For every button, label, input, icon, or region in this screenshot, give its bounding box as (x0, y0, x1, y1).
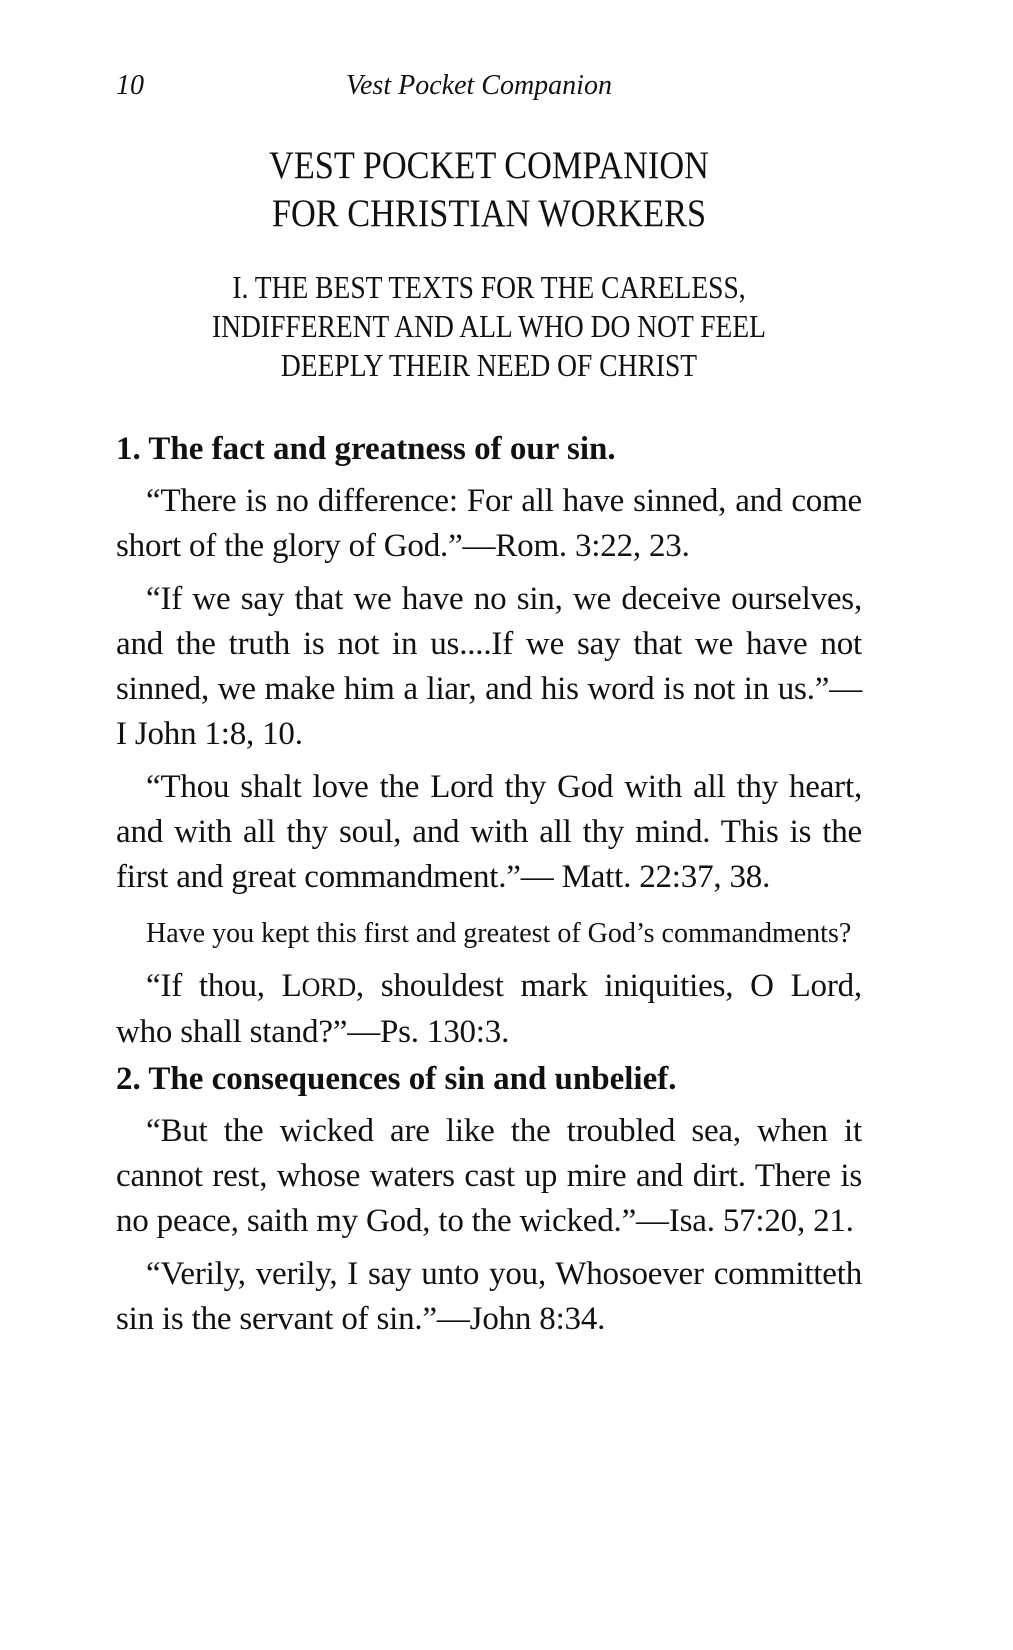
section-title-line-3: DEEPLY THEIR NEED OF CHRIST (280, 347, 698, 383)
section-title (168, 268, 810, 385)
scripture-paragraph-5: “But the wicked are like the troubled sea, when it cannot rest, whose waters cast up mire and dirt. There is no peace, saith my God, to the wicked.”—Isa. 57:20, 21. (116, 1113, 862, 1239)
book-title-line-1: VEST POCKET COMPANION (269, 144, 709, 187)
scripture-paragraph-6: “Verily, verily, I say unto you, Whosoever committeth sin is the servant of sin.”—John 8:34. (116, 1256, 862, 1337)
subsection-heading-1: 1. The fact and greatness of our sin. (116, 431, 616, 467)
lord-small-caps: ORD (301, 973, 356, 1002)
scripture-paragraph-3: “Thou shalt love the Lord thy God with all thy heart, and with all thy soul, and with all thy mind. This is the first and great commandment.”— Matt. 22:37, 38. (116, 769, 862, 895)
scripture-paragraph-1: “There is no difference: For all have sinned, and come short of the glory of God.”—Rom. 3:22, 23. (116, 483, 862, 564)
section-title-line-1: I. THE BEST TEXTS FOR THE CARELESS, (232, 269, 746, 305)
section-title-line-2: INDIFFERENT AND ALL WHO DO NOT FEEL (212, 308, 766, 344)
subsection-heading-2: 2. The consequences of sin and unbelief. (116, 1061, 677, 1097)
page-number: 10 (116, 70, 144, 101)
scripture-paragraph-4 (116, 964, 862, 1055)
scripture-paragraph-4-start: “If thou, L (146, 968, 302, 1004)
book-title-line-2: FOR CHRISTIAN WORKERS (271, 192, 707, 235)
question-note: Have you kept this first and greatest of God’s commandments? (146, 918, 852, 949)
running-title: Vest Pocket Companion (346, 70, 612, 101)
scripture-paragraph-4-end: , shouldest mark iniquities, O Lord, who shall stand?”—Ps. 130:3. (116, 968, 862, 1050)
book-title (161, 142, 817, 238)
scripture-paragraph-2: “If we say that we have no sin, we deceive ourselves, and the truth is not in us....If we say that we have not sinned, we make him a liar, and his word is not in us.”—I John 1:8, 10. (116, 581, 862, 752)
book-page (116, 70, 862, 1342)
running-head (116, 70, 862, 114)
